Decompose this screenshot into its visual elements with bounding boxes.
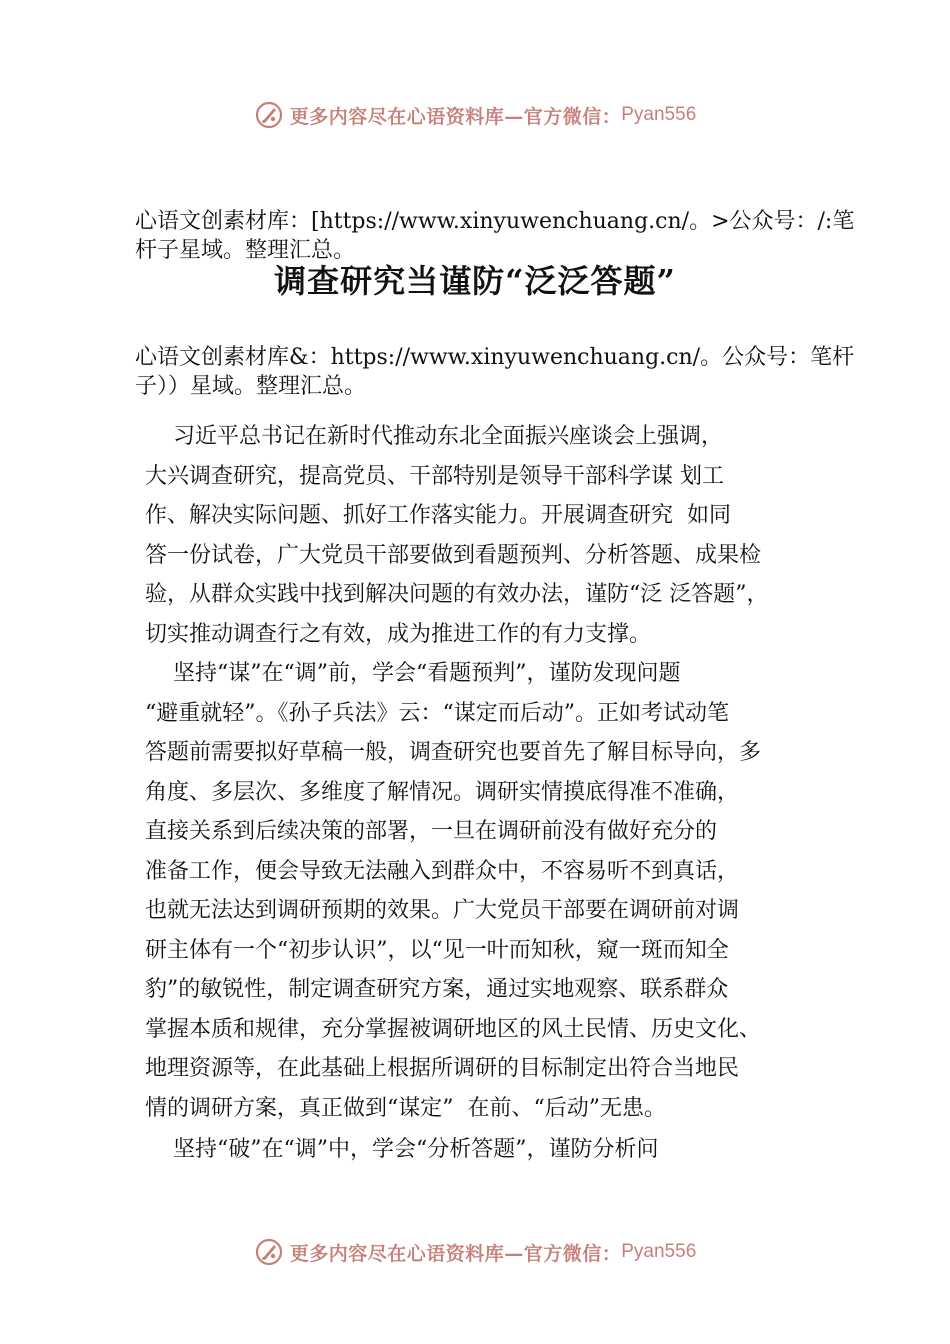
body-paragraph <box>145 1130 845 1170</box>
paragraph-line: 情的调研方案，真正做到“谋定” 在前、“后动”无患。 <box>145 1095 666 1121</box>
paragraph-line: 作、解决实际问题、抓好工作落实能力。开展调查研究 如同 <box>145 503 731 528</box>
source-note: 心语文创素材库&：https://www.xinyuwenchuang.cn/。公众号：笔杆子））星域。整理汇总。 <box>135 345 855 399</box>
body-paragraph <box>145 417 845 654</box>
banner-text: 更多内容尽在心语资料库—官方微信： <box>289 1242 622 1265</box>
banner-wechat-id: Pyan556 <box>621 104 697 125</box>
banner-text: 更多内容尽在心语资料库—官方微信： <box>289 105 622 128</box>
paragraph-line: 验，从群众实践中找到解决问题的有效办法，谨防“泛 泛答题”， <box>145 582 769 607</box>
paragraph-line: 掌握本质和规律，充分掌握被调研地区的风土民情、历史文化、 <box>145 1016 762 1042</box>
header-watermark-banner <box>0 95 950 135</box>
footer-watermark-banner <box>0 1232 950 1272</box>
quill-seal-icon <box>254 1237 284 1267</box>
paragraph-line: 切实推动调查行之有效，成为推进工作的有力支撑。 <box>145 621 652 647</box>
paragraph-line: 习近平总书记在新时代推动东北全面振兴座谈会上强调， <box>145 424 723 449</box>
paragraph-line: 地理资源等，在此基础上根据所调研的目标制定出符合当地民 <box>145 1056 740 1081</box>
document-title: 调查研究当谨防“泛泛答题” <box>274 262 676 300</box>
paragraph-line: 角度、多层次、多维度了解情况。调研实情摸底得准不准确， <box>145 779 740 805</box>
paragraph-line: 豹”的敏锐性，制定调查研究方案，通过实地观察、联系群众 <box>145 977 729 1002</box>
paragraph-line: 大兴调查研究，提高党员、干部特别是领导干部科学谋 划工 <box>145 463 724 489</box>
paragraph-line: 准备工作，便会导致无法融入到群众中，不容易听不到真话， <box>145 858 740 884</box>
paragraph-line: 研主体有一个“初步认识”，以“见一叶而知秋，窥一斑而知全 <box>145 937 729 963</box>
banner-wechat-id: Pyan556 <box>621 1241 697 1262</box>
paragraph-line: 直接关系到后续决策的部署，一旦在调研前没有做好充分的 <box>145 819 718 844</box>
paragraph-line: 也就无法达到调研预期的效果。广大党员干部要在调研前对调 <box>145 898 740 923</box>
source-note: 心语文创素材库：[https://www.xinyuwenchuang.cn/。>公众号：/:笔杆子星域。整理汇总。 <box>135 209 855 263</box>
paragraph-line: 答题前需要拟好草稿一般，调查研究也要首先了解目标导向，多 <box>145 740 762 765</box>
paragraph-line: 坚持“谋”在“调”前，学会“看题预判”，谨防发现问题 <box>145 661 681 686</box>
quill-seal-icon <box>254 100 284 130</box>
paragraph-line: “避重就轻”。《孙子兵法》云：“谋定而后动”。正如考试动笔 <box>145 700 729 726</box>
paragraph-line: 坚持“破”在“调”中，学会“分析答题”，谨防分析问 <box>145 1137 659 1162</box>
body-paragraph <box>145 654 845 1128</box>
paragraph-line: 答一份试卷，广大党员干部要做到看题预判、分析答题、成果检 <box>145 542 762 568</box>
